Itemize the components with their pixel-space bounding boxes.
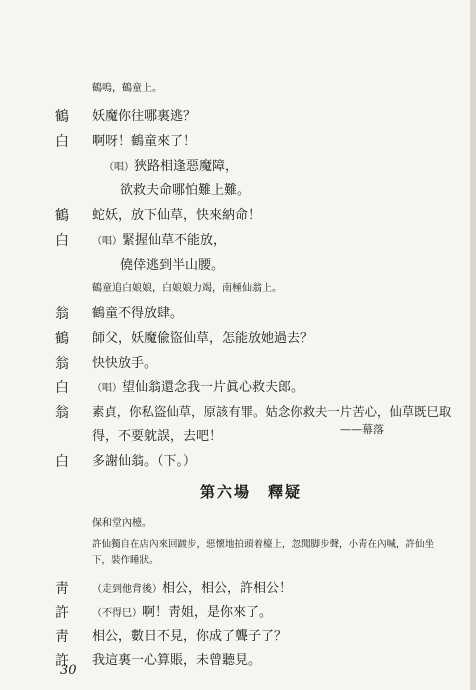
speaker: 白: [55, 134, 69, 150]
dialogue-text: 緊握仙草不能放，: [122, 233, 227, 248]
dialogue-text: 多謝仙翁。（下。）: [92, 454, 197, 469]
dialogue-text: 快快放手。: [92, 356, 158, 371]
speaker: 鶴: [55, 208, 69, 224]
dialogue-text: 啊呀！鶴童來了！: [92, 134, 197, 149]
speaker: 靑: [55, 629, 69, 645]
cue: （唱）: [104, 162, 134, 173]
stage-direction: 下，裝作睡狀。: [92, 555, 159, 566]
stage-setting: 保和堂內檯。: [92, 518, 152, 529]
dialogue-line: [92, 582, 292, 595]
dialogue-text: 得，不要躭誤，去吧！: [92, 429, 223, 444]
cue: （唱）: [92, 383, 122, 394]
speaker: 鶴: [55, 331, 69, 347]
dialogue-text: 我這裏一心算賬，未曾聽見。: [92, 653, 262, 668]
dialogue-text: 相公，數日不見，你成了聾子了？: [92, 629, 288, 644]
dialogue-text: 望仙翁還念我一片眞心救夫郎。: [122, 380, 305, 395]
dialogue-text: 僥倖逃到半山腰。: [120, 258, 225, 273]
speaker: 翁: [55, 405, 69, 421]
cue: （走到他背後）: [92, 584, 162, 595]
speaker: 白: [55, 454, 69, 470]
speaker: 翁: [55, 356, 69, 372]
cue: （不得巳）: [92, 608, 142, 619]
sung-line: [104, 160, 238, 173]
page-number: 30: [60, 663, 77, 678]
dialogue-text: 相公，相公，許相公！: [162, 581, 293, 596]
dialogue-text: 妖魔你往哪裏逃？: [92, 109, 197, 124]
stage-direction: 鶴童追白娘娘，白娘娘力竭，南極仙翁上。: [92, 283, 282, 294]
speaker: 鶴: [55, 109, 69, 125]
page-edge: [470, 0, 476, 690]
scene-title: 第六場 釋疑: [200, 483, 303, 501]
curtain-note: ——幕落: [340, 423, 384, 436]
speaker: 白: [55, 380, 69, 396]
dialogue-text: 師父，妖魔偸盜仙草，怎能放她過去？: [92, 331, 314, 346]
stage-direction: 鶴嗚，鶴童上。: [92, 83, 162, 94]
sung-line: [92, 381, 304, 394]
dialogue-text: 啊！靑姐，是你來了。: [142, 605, 273, 620]
dialogue-text: 蛇妖，放下仙草，快來納命！: [92, 208, 262, 223]
dialogue-text: 素貞，你私盜仙草，原該有罪。姑念你救夫一片苦心，仙草既巳取: [92, 404, 452, 419]
stage-direction: 許仙獨自在店內來回踱步，惡懷地拍頭着檯上，忽聞脚步聲，小靑在內喊，許仙坐: [92, 539, 435, 550]
speaker: 白: [55, 233, 69, 249]
dialogue-text: 狹路相逢惡魔障，: [134, 159, 239, 174]
cue: （唱）: [92, 236, 122, 247]
dialogue-line: [92, 606, 272, 619]
speaker: 靑: [55, 581, 69, 597]
dialogue-text: 鶴童不得放肆。: [92, 306, 184, 321]
speaker: 許: [55, 653, 69, 669]
sung-line: [92, 234, 226, 247]
dialogue-text: 欲救夫命哪怕難上難。: [120, 183, 251, 198]
speaker: 許: [55, 605, 69, 621]
speaker: 翁: [55, 306, 69, 322]
